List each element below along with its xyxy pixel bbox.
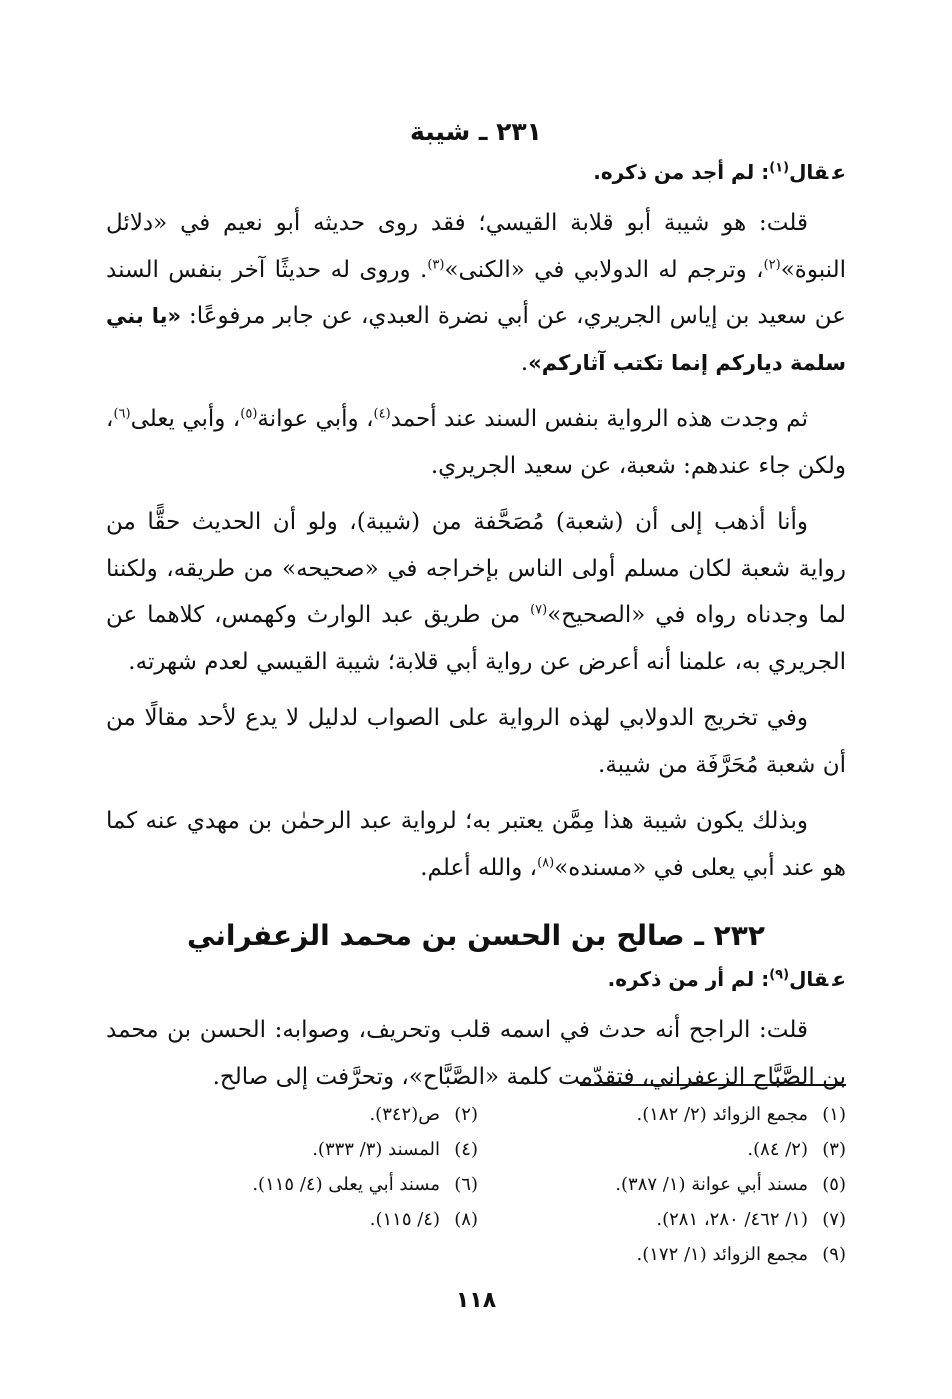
footnote-row — [106, 1132, 846, 1167]
qal-mark: ع — [832, 967, 846, 991]
footnote-ref: (٢) — [763, 256, 781, 272]
footnote-2 — [110, 1104, 478, 1125]
footnote-ref: (٧) — [530, 602, 548, 618]
footnote-number: (٣) — [822, 1139, 846, 1160]
footnote-ref: (٣) — [427, 256, 445, 272]
text-run: ثم وجدت هذه الرواية بنفس السند عند أحمد — [390, 406, 809, 432]
footnote-4 — [110, 1139, 478, 1160]
entry-231-title: ٢٣١ ـ شيبة — [410, 117, 542, 146]
footnote-ref: (١) — [769, 160, 790, 176]
qal-label: قال — [789, 160, 829, 184]
text-run: ، وأبي يعلى — [130, 406, 241, 432]
footnote-text: (٤/ ١١٥). — [369, 1209, 440, 1230]
qal-mark: ع — [832, 160, 846, 184]
footnote-number: (١) — [822, 1104, 846, 1125]
footnote-number: (٥) — [822, 1174, 846, 1195]
text-run: ، وترجم له الدولابي في «الكنى» — [444, 256, 764, 283]
text-run: . وروى له حديثًا آخر بنفس السند عن سعيد بن إياس الجريري، عن أبي نضرة العبدي، عن جابر مرفوعًا: — [106, 256, 846, 329]
page-body — [106, 112, 846, 1110]
footnote-divider — [580, 1084, 846, 1086]
footnote-ref: (٦) — [113, 406, 131, 422]
footnote-number: (٩) — [822, 1244, 846, 1265]
footnote-ref: (٨) — [537, 854, 555, 870]
footnote-number: (٧) — [822, 1209, 846, 1230]
footnote-text: مسند أبي يعلى (٤/ ١١٥). — [252, 1174, 440, 1195]
footnote-row — [106, 1202, 846, 1237]
text-run: قلت: هو شيبة أبو قلابة القيسي؛ فقد روى حديثه أبو نعيم في «دلائل النبوة» — [106, 210, 846, 283]
hadith-quote: «يا بني سلمة دياركم إنما تكتب آثاركم» — [106, 304, 846, 375]
footnote-number: (٦) — [454, 1174, 478, 1195]
footnote-row — [106, 1097, 846, 1132]
footnote-text: المسند (٣/ ٣٣٣). — [312, 1139, 440, 1160]
text-run: وبذلك يكون شيبة هذا مِمَّن يعتبر به؛ لرواية عبد الرحمٰن بن مهدي عنه كما هو عند أبي يعلى في «مسنده» — [106, 808, 846, 881]
qal-text: : لم أر من ذكره. — [607, 967, 770, 991]
text-run: ، والله أعلم. — [420, 854, 538, 881]
text-run: من طريق عبد الوارث وكهمس، كلاهما عن الجريري به، علمنا أنه أعرض عن رواية أبي قلابة؛ شيبة القيسي لعدم شهرته. — [106, 602, 846, 675]
page-number: ١١٨ — [455, 1288, 497, 1313]
footnote-text: مجمع الزوائد (٢/ ١٨٢). — [636, 1104, 808, 1125]
text-run: ، ولكن جاء عندهم: شعبة، عن سعيد الجريري. — [106, 406, 846, 479]
footnote-8 — [110, 1209, 478, 1230]
footnote-ref: (٩) — [769, 967, 790, 983]
paragraph-3 — [106, 499, 846, 685]
footnote-3 — [478, 1139, 846, 1160]
footnote-text: (٢/ ٨٤). — [747, 1139, 808, 1160]
qal-text: : لم أجد من ذكره. — [593, 160, 770, 184]
qal-label: قال — [789, 967, 829, 991]
text-run: ، وأبي عوانة — [257, 406, 374, 432]
footnote-row — [106, 1237, 846, 1272]
footnote-6 — [110, 1174, 478, 1195]
footnote-number: (٢) — [454, 1104, 478, 1125]
paragraph-5 — [106, 798, 846, 891]
footnote-row — [106, 1167, 846, 1202]
paragraph-2 — [106, 396, 846, 489]
footnote-text: مسند أبي عوانة (١/ ٣٨٧). — [615, 1174, 808, 1195]
footnotes — [106, 1097, 846, 1272]
entry-232-title: ٢٣٢ ـ صالح بن الحسن بن محمد الزعفراني — [187, 919, 765, 952]
entry-231-qal — [106, 152, 846, 192]
footnote-1 — [478, 1104, 846, 1125]
footnote-text: مجمع الزوائد (١/ ١٧٢). — [636, 1244, 808, 1265]
paragraph-1 — [106, 200, 846, 386]
footnote-9 — [478, 1244, 846, 1265]
paragraph-4: وفي تخريج الدولابي لهذه الرواية على الصواب لدليل لا يدع لأحد مقالًا من أن شعبة مُحَرَّفَة من شيبة. — [106, 705, 846, 778]
footnote-text: (١/ ٤٦٢/ ٢٨٠، ٢٨١). — [656, 1209, 808, 1230]
footnote-text: ص(٣٤٢). — [369, 1104, 440, 1125]
text-run: وأنا أذهب إلى أن (شعبة) مُصَحَّفة من (شيبة)، ولو أن الحديث حقًّا من رواية شعبة لكان مسلم أولى الناس بإخراجه في «صحيحه» من طريقه، ولكننا لما وجدناه رواه في «الصحيح» — [106, 509, 846, 628]
text-run: . — [520, 349, 529, 376]
footnote-7 — [478, 1209, 846, 1230]
footnote-number: (٤) — [454, 1139, 478, 1160]
footnote-number: (٨) — [454, 1209, 478, 1230]
paragraph-6: قلت: الراجح أنه حدث في اسمه قلب وتحريف، وصوابه: الحسن بن محمد بن الصَّبَّاح الزعفراني، فتقدّمت كلمة «الصَّبَّاح»، وتحرَّفت إلى صالح. — [106, 1017, 846, 1090]
entry-232-qal — [106, 959, 846, 999]
footnote-5 — [478, 1174, 846, 1195]
footnote-ref: (٤) — [373, 406, 391, 422]
footnote-ref: (٥) — [240, 406, 258, 422]
